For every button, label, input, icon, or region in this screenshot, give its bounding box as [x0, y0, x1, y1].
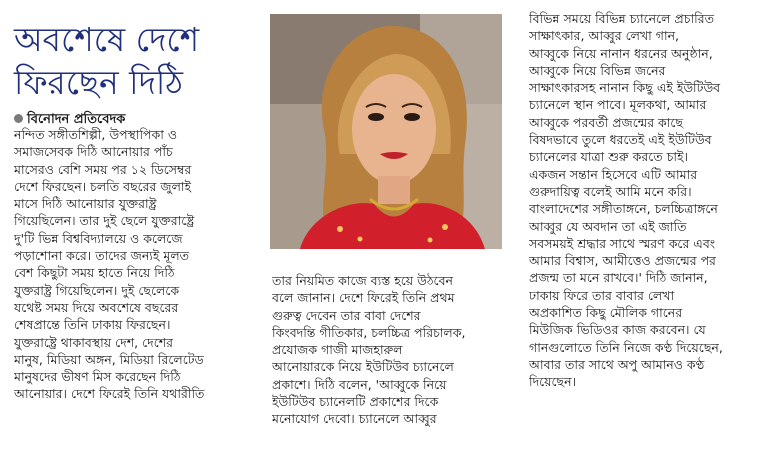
text-line: বেশ কিছুটা সময় হাতে নিয়ে দিঠি	[14, 265, 175, 281]
text-line: আবার তার সাথে অপু আমানও কণ্ঠ	[529, 356, 705, 372]
text-line: মাসে দিঠি আনোয়ার যুক্তরাষ্ট্র	[14, 196, 157, 212]
text-line: যুক্তরাষ্ট্রে থাকাবস্থায় দেশ, দেশের	[14, 334, 174, 350]
text-line: ঢাকায় ফিরে তার বাবার লেখা	[529, 287, 675, 303]
text-line: দু'টি ভিন্ন বিশ্ববিদ্যালয়ে ও কলেজে	[14, 230, 183, 246]
article-headline	[14, 18, 259, 104]
text-line: সাক্ষাৎকার, আব্বুর লেখা গান,	[529, 28, 680, 44]
text-line: যথেষ্ট সময় দিয়ে অবশেষে বছরের	[14, 299, 179, 315]
text-line: অপ্রকাশিত কিছু মৌলিক গানের	[529, 305, 683, 321]
text-line: গুরুত্ব দেবেন তার বাবা দেশের	[272, 307, 421, 323]
text-line: গানগুলোতে তিনি নিজে কণ্ঠ দিয়েছেন,	[529, 339, 723, 355]
text-line: পড়াশোনা করে। তাদের জন্যই মূলত	[14, 248, 190, 264]
headline-line: অবশেষে দেশে	[14, 20, 200, 59]
text-line: নন্দিত সঙ্গীতশিল্পী, উপস্থাপিকা ও	[14, 127, 178, 142]
byline-text: বিনোদন প্রতিবেদক	[27, 112, 126, 127]
text-line: বলে জানান। দেশে ফিরেই তিনি প্রথম	[272, 290, 455, 306]
text-line: যুক্তরাষ্ট্র গিয়েছিলেন। দুই ছেলেকে	[14, 282, 180, 298]
text-line: সমাজসেবক দিঠি আনোয়ার পাঁচ	[14, 144, 173, 160]
portrait-photo	[270, 14, 502, 249]
text-line: আব্বুর যে অবদান তা এই জাতি	[529, 218, 687, 234]
column-2	[272, 272, 507, 428]
text-line: বাংলাদেশের সঙ্গীতাঙ্গনে, চলচ্চিত্রাঙ্গনে	[529, 201, 718, 217]
text-line: মাসেরও বেশি সময় পর ১২ ডিসেম্বর	[14, 161, 192, 177]
text-line: সবসময়ই শ্রদ্ধার সাথে স্মরণ করে এবং	[529, 235, 716, 251]
text-line: আব্বুকে নিয়ে বিভিন্ন জনের	[529, 62, 666, 78]
text-line: আব্বুকে নিয়ে নানান ধরনের অনুষ্ঠান,	[529, 45, 713, 61]
text-line: মানুষদের ভীষণ মিস করেছেন দিঠি	[14, 369, 181, 385]
text-line: সাক্ষাৎকারসহ নানান কিছু এই ইউটিউব	[529, 80, 721, 96]
headline-line: ফিরছেন দিঠি	[14, 63, 184, 102]
text-line: প্রজন্ম তা মনে রাখবে।' দিঠি জানান,	[529, 270, 708, 286]
text-line: চ্যানেলের যাত্রা শুরু করতে চাই।	[529, 149, 688, 165]
text-line: দিয়েছেন।	[529, 374, 577, 390]
text-line: মিউজিক ভিডিওর কাজ করবেন। যে	[529, 322, 706, 338]
text-line: আনোয়ারকে নিয়ে ইউটিউব চ্যানেলে	[272, 359, 454, 375]
text-line: আব্বুকে পরবর্তী প্রজন্মের কাছে	[529, 114, 684, 130]
portrait-photo-icon	[270, 14, 502, 249]
text-line: মানুষ, মিডিয়া অঙ্গন, মিডিয়া রিলেটেড	[14, 351, 204, 367]
text-line: বিভিন্ন সময়ে বিভিন্ন চ্যানেলে প্রচারিত	[529, 11, 714, 26]
text-line: বিষদভাবে তুলে ধরতেই এই ইউটিউব	[529, 132, 712, 148]
text-line: প্রযোজক গাজী মাজহারুল	[272, 342, 403, 358]
text-line: চ্যানেলে স্থান পাবে। মূলকথা, আমার	[529, 97, 707, 113]
text-line: প্রকাশে। দিঠি বলেন, 'আব্বুকে নিয়ে	[272, 376, 447, 392]
text-line: একজন সন্তান হিসেবে এটি আমার	[529, 166, 698, 182]
text-line: গিয়েছিলেন। তার দুই ছেলে যুক্তরাষ্ট্রে	[14, 213, 195, 229]
column-3	[529, 10, 773, 391]
column-1	[14, 126, 266, 403]
text-line: শেষপ্রান্তে তিনি ঢাকায় ফিরছেন।	[14, 317, 171, 333]
text-line: দেশে ফিরছেন। চলতি বছরের জুলাই	[14, 178, 192, 194]
text-line: আমার বিশ্বাস, আমীত্তেও প্রজন্মের পর	[529, 253, 716, 269]
bullet-icon	[14, 114, 23, 123]
text-line: গুরুদায়িত্ব বলেই আমি মনে করি।	[529, 183, 692, 199]
text-line: আনোয়ার। দেশে ফিরেই তিনি যথারীতি	[14, 386, 205, 402]
text-line: কিংবদন্তি গীতিকার, চলচ্চিত্র পরিচালক,	[272, 324, 466, 340]
text-line: মনোযোগ দেবো। চ্যানেলে আব্বুর	[272, 411, 437, 427]
text-line: ইউটিউব চ্যানেলটি প্রকাশের দিকে	[272, 394, 439, 410]
text-line: তার নিয়মিত কাজে ব্যস্ত হয়ে উঠবেন	[272, 273, 454, 288]
